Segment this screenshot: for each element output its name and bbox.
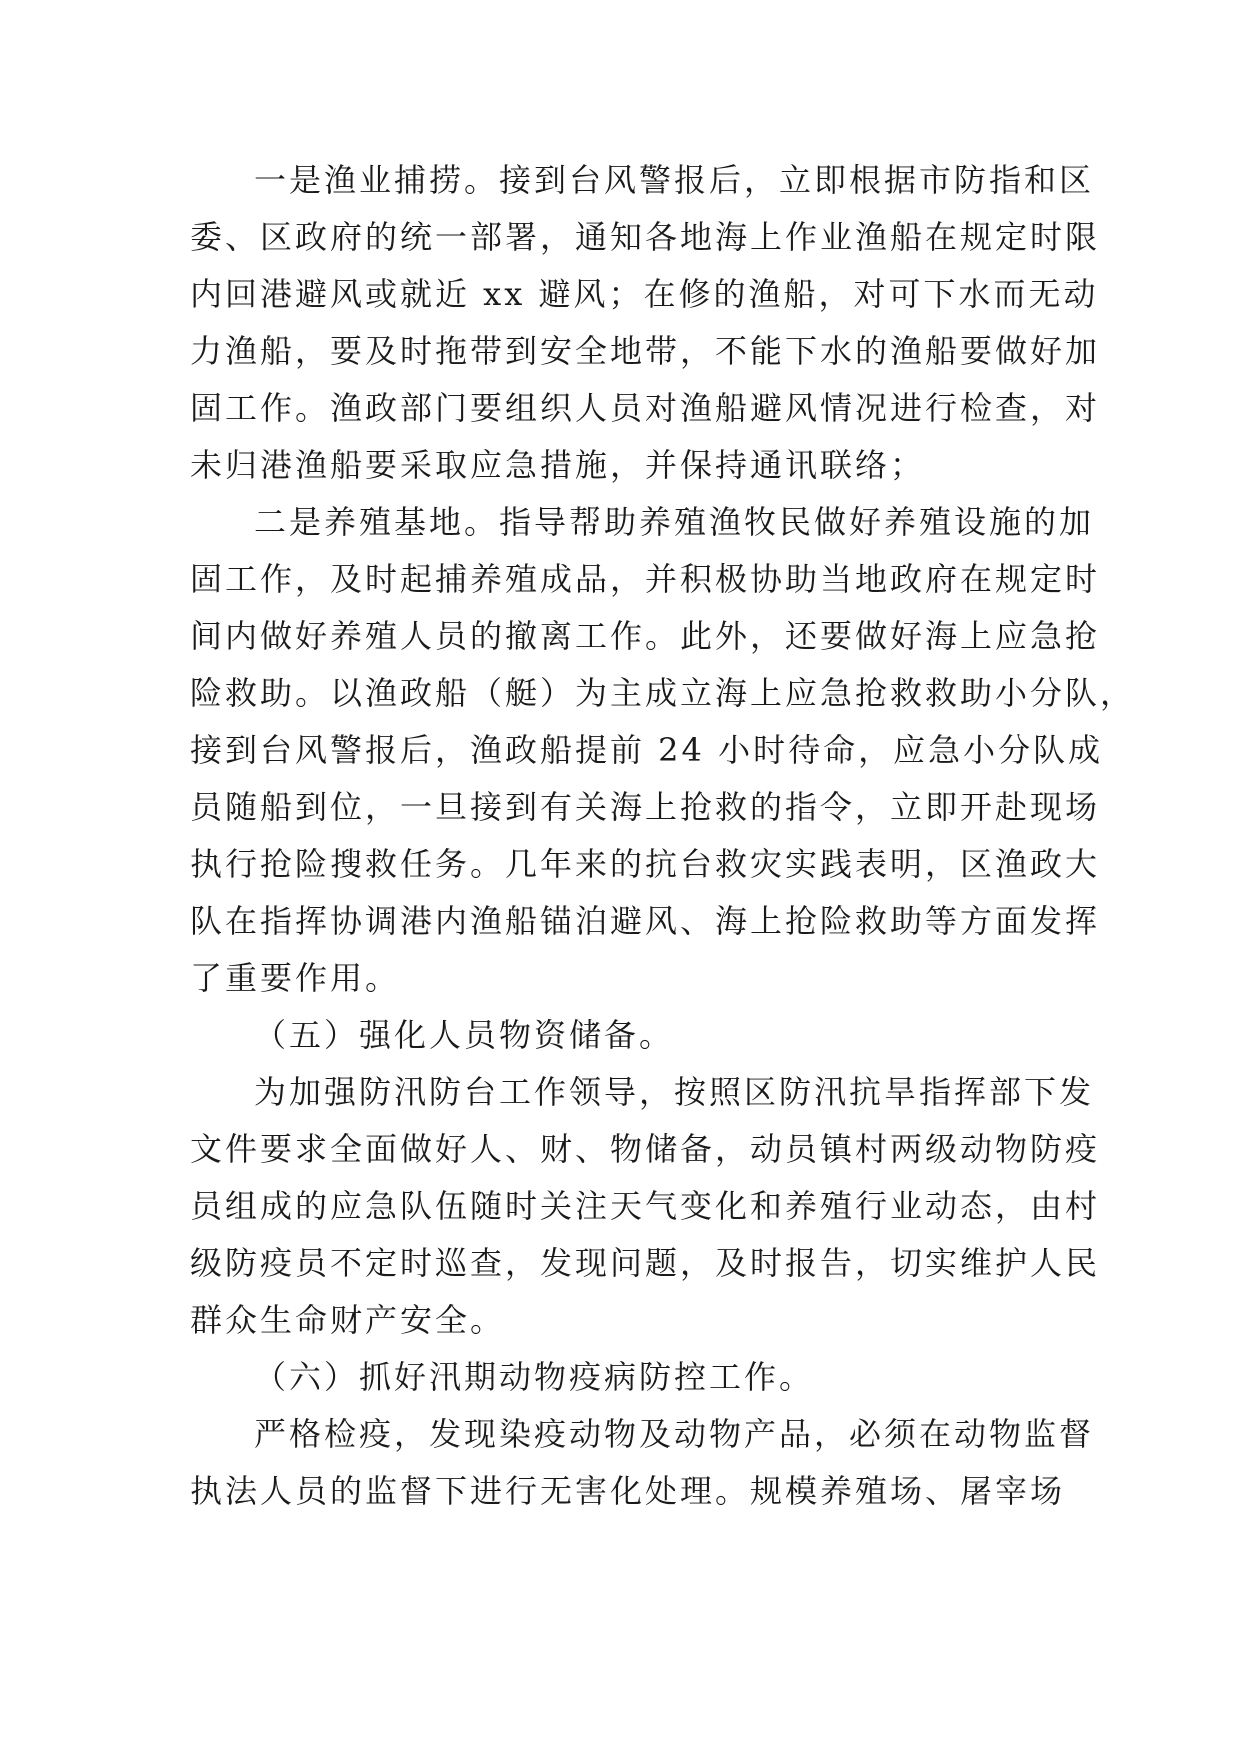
paragraph-fishing xyxy=(190,152,1101,494)
text-line: 间内做好养殖人员的撤离工作。此外，还要做好海上应急抢 xyxy=(190,617,1101,655)
text-line: 二是养殖基地。指导帮助养殖渔牧民做好养殖设施的加 xyxy=(254,503,1095,541)
section-heading-6: （六）抓好汛期动物疫病防控工作。 xyxy=(254,1358,815,1396)
text-line: 文件要求全面做好人、财、物储备，动员镇村两级动物防疫 xyxy=(190,1130,1101,1168)
text-line: 严格检疫，发现染疫动物及动物产品，必须在动物监督 xyxy=(254,1415,1095,1453)
text-line: 接到台风警报后，渔政船提前 24 小时待命，应急小分队成 xyxy=(190,731,1104,769)
text-line: 员随船到位，一旦接到有关海上抢救的指令，立即开赴现场 xyxy=(190,788,1101,826)
text-line: 执行抢险搜救任务。几年来的抗台救灾实践表明，区渔政大 xyxy=(190,845,1101,883)
text-line: 为加强防汛防台工作领导，按照区防汛抗旱指挥部下发 xyxy=(254,1073,1095,1111)
paragraph-reserves xyxy=(190,1064,1101,1349)
text-line: 委、区政府的统一部署，通知各地海上作业渔船在规定时限 xyxy=(190,218,1101,256)
text-line: 执法人员的监督下进行无害化处理。规模养殖场、屠宰场 xyxy=(190,1472,1066,1510)
text-line: 未归港渔船要采取应急措施，并保持通讯联络； xyxy=(190,446,926,484)
section-heading-5: （五）强化人员物资储备。 xyxy=(254,1016,675,1054)
text-line: 队在指挥协调港内渔船锚泊避风、海上抢险救助等方面发挥 xyxy=(190,902,1101,940)
text-line: 员组成的应急队伍随时关注天气变化和养殖行业动态，由村 xyxy=(190,1187,1101,1225)
text-line: 了重要作用。 xyxy=(190,959,401,997)
text-line: 一是渔业捕捞。接到台风警报后，立即根据市防指和区 xyxy=(254,161,1095,199)
paragraph-quarantine xyxy=(190,1406,1095,1520)
text-line: 内回港避风或就近 xx 避风；在修的渔船，对可下水而无动 xyxy=(190,275,1099,313)
text-line: 险救助。以渔政船（艇）为主成立海上应急抢救救助小分队， xyxy=(190,674,1136,712)
text-line: 群众生命财产安全。 xyxy=(190,1301,506,1339)
text-line: 级防疫员不定时巡查，发现问题，及时报告，切实维护人民 xyxy=(190,1244,1101,1282)
document-body xyxy=(190,152,1136,1520)
text-line: 力渔船，要及时拖带到安全地带，不能下水的渔船要做好加 xyxy=(190,332,1101,370)
paragraph-aquaculture xyxy=(190,494,1136,1007)
text-line: 固工作。渔政部门要组织人员对渔船避风情况进行检查，对 xyxy=(190,389,1101,427)
text-line: 固工作，及时起捕养殖成品，并积极协助当地政府在规定时 xyxy=(190,560,1101,598)
